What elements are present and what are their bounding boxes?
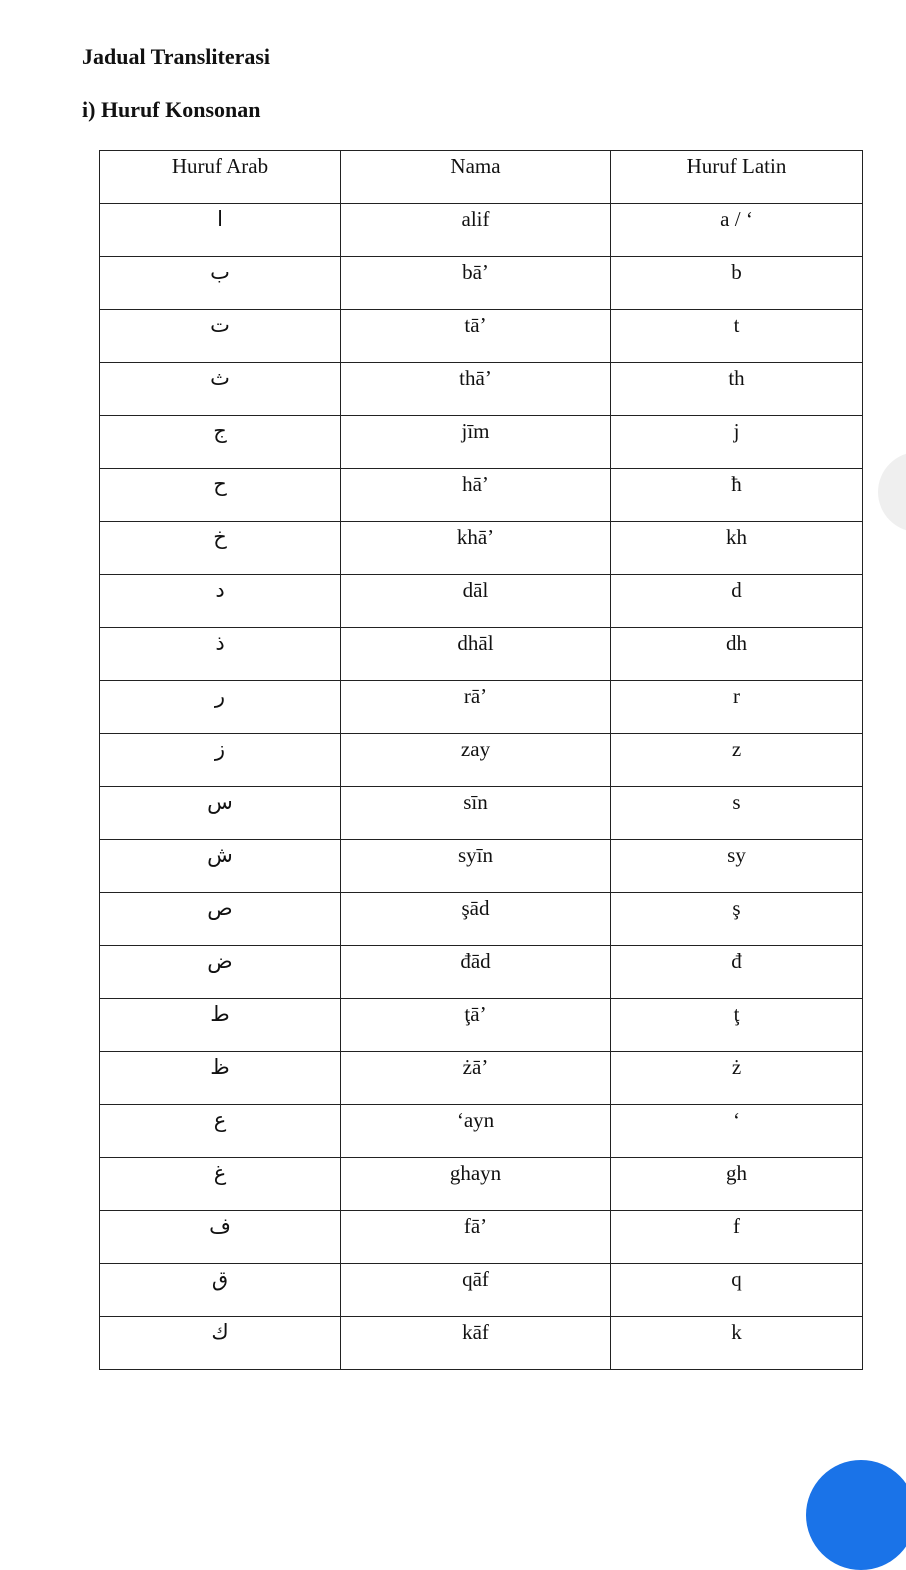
cell-huruf-latin: sy [611,840,863,893]
cell-huruf-arab: ض [100,946,341,999]
table-row [100,999,863,1052]
table-row [100,1052,863,1105]
table-row [100,946,863,999]
cell-nama: khā’ [341,522,611,575]
cell-nama: syīn [341,840,611,893]
table-row [100,1264,863,1317]
cell-huruf-arab: ف [100,1211,341,1264]
cell-huruf-latin: t [611,310,863,363]
column-header-huruf-latin: Huruf Latin [611,151,863,204]
cell-huruf-arab: ك [100,1317,341,1370]
table-row [100,416,863,469]
table-row [100,681,863,734]
cell-huruf-latin: k [611,1317,863,1370]
table-row [100,204,863,257]
cell-huruf-arab: د [100,575,341,628]
cell-nama: şād [341,893,611,946]
cell-nama: thā’ [341,363,611,416]
cell-nama: ţā’ [341,999,611,1052]
cell-nama: hā’ [341,469,611,522]
scroll-handle[interactable] [878,452,906,532]
cell-huruf-arab: ع [100,1105,341,1158]
cell-nama: rā’ [341,681,611,734]
cell-huruf-latin: th [611,363,863,416]
table-row [100,575,863,628]
table-row [100,1105,863,1158]
table-body [100,204,863,1370]
cell-huruf-arab: ر [100,681,341,734]
cell-huruf-latin: b [611,257,863,310]
cell-nama: sīn [341,787,611,840]
cell-huruf-arab: ذ [100,628,341,681]
cell-nama: ‘ayn [341,1105,611,1158]
table-row [100,840,863,893]
cell-huruf-latin: ţ [611,999,863,1052]
cell-huruf-latin: r [611,681,863,734]
table-row [100,363,863,416]
table-row [100,310,863,363]
cell-huruf-arab: ت [100,310,341,363]
cell-huruf-latin: j [611,416,863,469]
cell-huruf-arab: ق [100,1264,341,1317]
cell-huruf-latin: q [611,1264,863,1317]
table-row [100,1211,863,1264]
cell-huruf-latin: f [611,1211,863,1264]
table-row [100,893,863,946]
transliteration-table [99,150,863,1370]
cell-nama: żā’ [341,1052,611,1105]
cell-nama: ghayn [341,1158,611,1211]
cell-nama: kāf [341,1317,611,1370]
cell-nama: bā’ [341,257,611,310]
cell-nama: fā’ [341,1211,611,1264]
table-row [100,628,863,681]
cell-huruf-latin: d [611,575,863,628]
document-title: Jadual Transliterasi [82,44,271,69]
cell-nama: jīm [341,416,611,469]
cell-huruf-latin: z [611,734,863,787]
table-row [100,1317,863,1370]
cell-huruf-arab: غ [100,1158,341,1211]
cell-huruf-arab: ش [100,840,341,893]
cell-huruf-latin: ş [611,893,863,946]
cell-huruf-latin: gh [611,1158,863,1211]
cell-huruf-latin: đ [611,946,863,999]
cell-huruf-latin: ‘ [611,1105,863,1158]
cell-nama: tā’ [341,310,611,363]
cell-huruf-latin: ħ [611,469,863,522]
cell-nama: dāl [341,575,611,628]
column-header-huruf-arab: Huruf Arab [100,151,341,204]
cell-huruf-arab: ث [100,363,341,416]
table-row [100,469,863,522]
cell-nama: dhāl [341,628,611,681]
table-row [100,734,863,787]
section-title: i) Huruf Konsonan [82,97,261,122]
cell-huruf-arab: ب [100,257,341,310]
cell-huruf-arab: ج [100,416,341,469]
table-row [100,522,863,575]
cell-huruf-arab: س [100,787,341,840]
cell-huruf-latin: s [611,787,863,840]
cell-nama: zay [341,734,611,787]
cell-nama: qāf [341,1264,611,1317]
cell-huruf-arab: ز [100,734,341,787]
cell-huruf-arab: ص [100,893,341,946]
cell-huruf-latin: a / ‘ [611,204,863,257]
cell-huruf-latin: dh [611,628,863,681]
cell-huruf-latin: ż [611,1052,863,1105]
cell-nama: alif [341,204,611,257]
cell-huruf-arab: ح [100,469,341,522]
cell-huruf-latin: kh [611,522,863,575]
cell-nama: đād [341,946,611,999]
cell-huruf-arab: ا [100,204,341,257]
cell-huruf-arab: ظ [100,1052,341,1105]
cell-huruf-arab: خ [100,522,341,575]
table-row [100,1158,863,1211]
column-header-nama: Nama [341,151,611,204]
table-row [100,787,863,840]
table-header-row [100,151,863,204]
table-row [100,257,863,310]
cell-huruf-arab: ط [100,999,341,1052]
